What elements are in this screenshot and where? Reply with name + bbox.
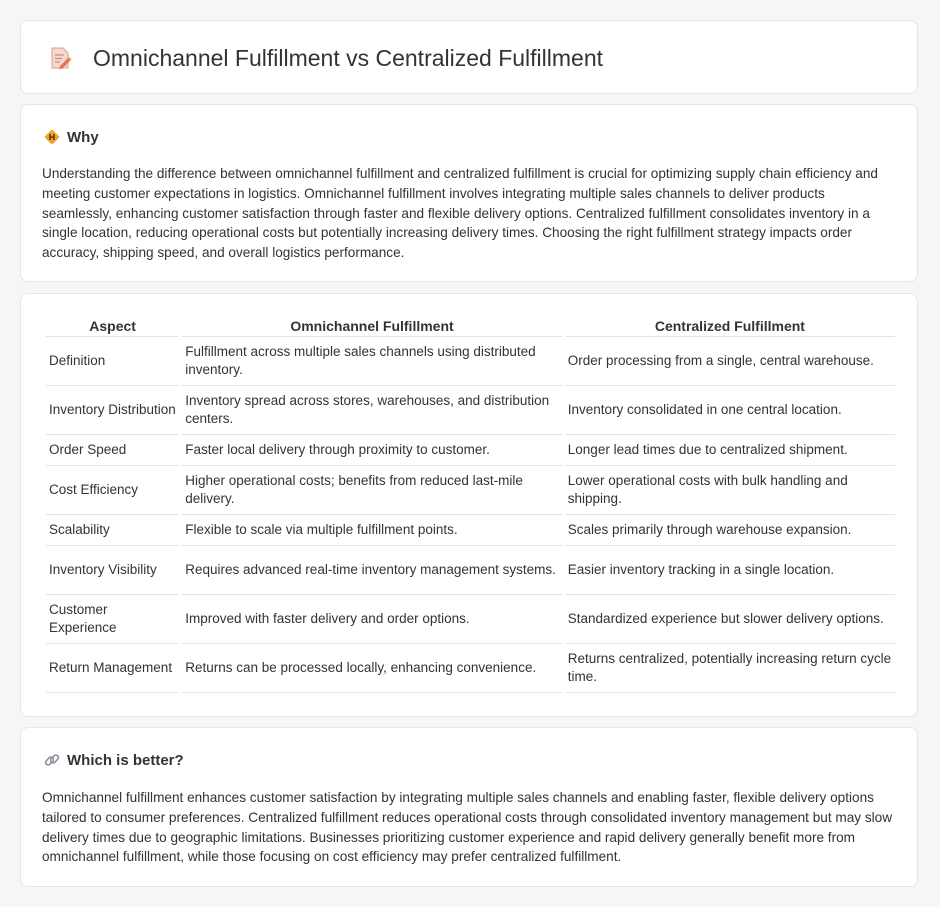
column-header-aspect: Aspect <box>46 316 179 337</box>
table-row <box>46 546 895 595</box>
omnichannel-cell: Faster local delivery through proximity to customer. <box>182 435 562 466</box>
column-header-omnichannel: Omnichannel Fulfillment <box>182 316 562 337</box>
aspect-cell: Inventory Distribution <box>46 386 179 435</box>
omnichannel-cell: Inventory spread across stores, warehouses, and distribution centers. <box>182 386 562 435</box>
omnichannel-cell: Fulfillment across multiple sales channels using distributed inventory. <box>182 337 562 386</box>
aspect-cell: Scalability <box>46 515 179 546</box>
better-heading <box>43 751 184 769</box>
centralized-cell: Returns centralized, potentially increasing return cycle time. <box>565 644 895 693</box>
table-row <box>46 595 895 644</box>
omnichannel-cell: Improved with faster delivery and order options. <box>182 595 562 644</box>
omnichannel-cell: Flexible to scale via multiple fulfillment points. <box>182 515 562 546</box>
comparison-table <box>43 316 898 693</box>
centralized-cell: Longer lead times due to centralized shipment. <box>565 435 895 466</box>
aspect-cell: Return Management <box>46 644 179 693</box>
table-row <box>46 386 895 435</box>
aspect-cell: Customer Experience <box>46 595 179 644</box>
aspect-cell: Cost Efficiency <box>46 466 179 515</box>
title-card <box>20 20 918 94</box>
table-row <box>46 435 895 466</box>
which-is-better-section <box>20 727 918 887</box>
aspect-cell: Definition <box>46 337 179 386</box>
why-text: Understanding the difference between omnichannel fulfillment and centralized fulfillment is crucial for optimizing supply chain efficiency and meeting customer expectations in logistics. Omnichannel fulfillment involves integrating multiple sales channels to deliver products seamlessly, enhancing customer satisfaction through faster and flexible delivery options. Centralized fulfillment consolidates inventory in a single location, reducing operational costs but potentially increasing delivery times. Choosing the right fulfillment strategy impacts order accuracy, shipping speed, and overall logistics performance. <box>42 166 878 261</box>
centralized-cell: Standardized experience but slower delivery options. <box>565 595 895 644</box>
aspect-cell: Order Speed <box>46 435 179 466</box>
why-heading <box>43 128 99 146</box>
omnichannel-cell: Returns can be processed locally, enhancing convenience. <box>182 644 562 693</box>
centralized-cell: Scales primarily through warehouse expansion. <box>565 515 895 546</box>
omnichannel-cell: Requires advanced real-time inventory management systems. <box>182 546 562 595</box>
why-section <box>20 104 918 282</box>
why-title: Why <box>67 128 99 146</box>
better-text: Omnichannel fulfillment enhances customer satisfaction by integrating multiple sales channels and enabling faster, flexible delivery options tailored to consumer preferences. Centralized fulfillment reduces operational costs through consolidated inventory management but may slow delivery times due to geographic limitations. Businesses prioritizing customer experience and rapid delivery generally benefit more from omnichannel fulfillment, while those focusing on cost efficiency may prefer centralized fulfillment. <box>42 790 893 865</box>
document-pencil-icon <box>47 45 73 71</box>
aspect-cell: Inventory Visibility <box>46 546 179 595</box>
comparison-table-card <box>20 293 918 717</box>
centralized-cell: Inventory consolidated in one central location. <box>565 386 895 435</box>
table-header-row <box>46 316 895 337</box>
omnichannel-cell: Higher operational costs; benefits from reduced last-mile delivery. <box>182 466 562 515</box>
table-row <box>46 466 895 515</box>
centralized-cell: Easier inventory tracking in a single location. <box>565 546 895 595</box>
table-row <box>46 337 895 386</box>
page-title: Omnichannel Fulfillment vs Centralized Fulfillment <box>93 45 604 71</box>
centralized-cell: Lower operational costs with bulk handling and shipping. <box>565 466 895 515</box>
warning-sign-icon <box>43 128 61 146</box>
centralized-cell: Order processing from a single, central warehouse. <box>565 337 895 386</box>
column-header-centralized: Centralized Fulfillment <box>565 316 895 337</box>
link-icon <box>43 751 61 769</box>
better-title: Which is better? <box>67 751 184 769</box>
table-row <box>46 515 895 546</box>
table-row <box>46 644 895 693</box>
